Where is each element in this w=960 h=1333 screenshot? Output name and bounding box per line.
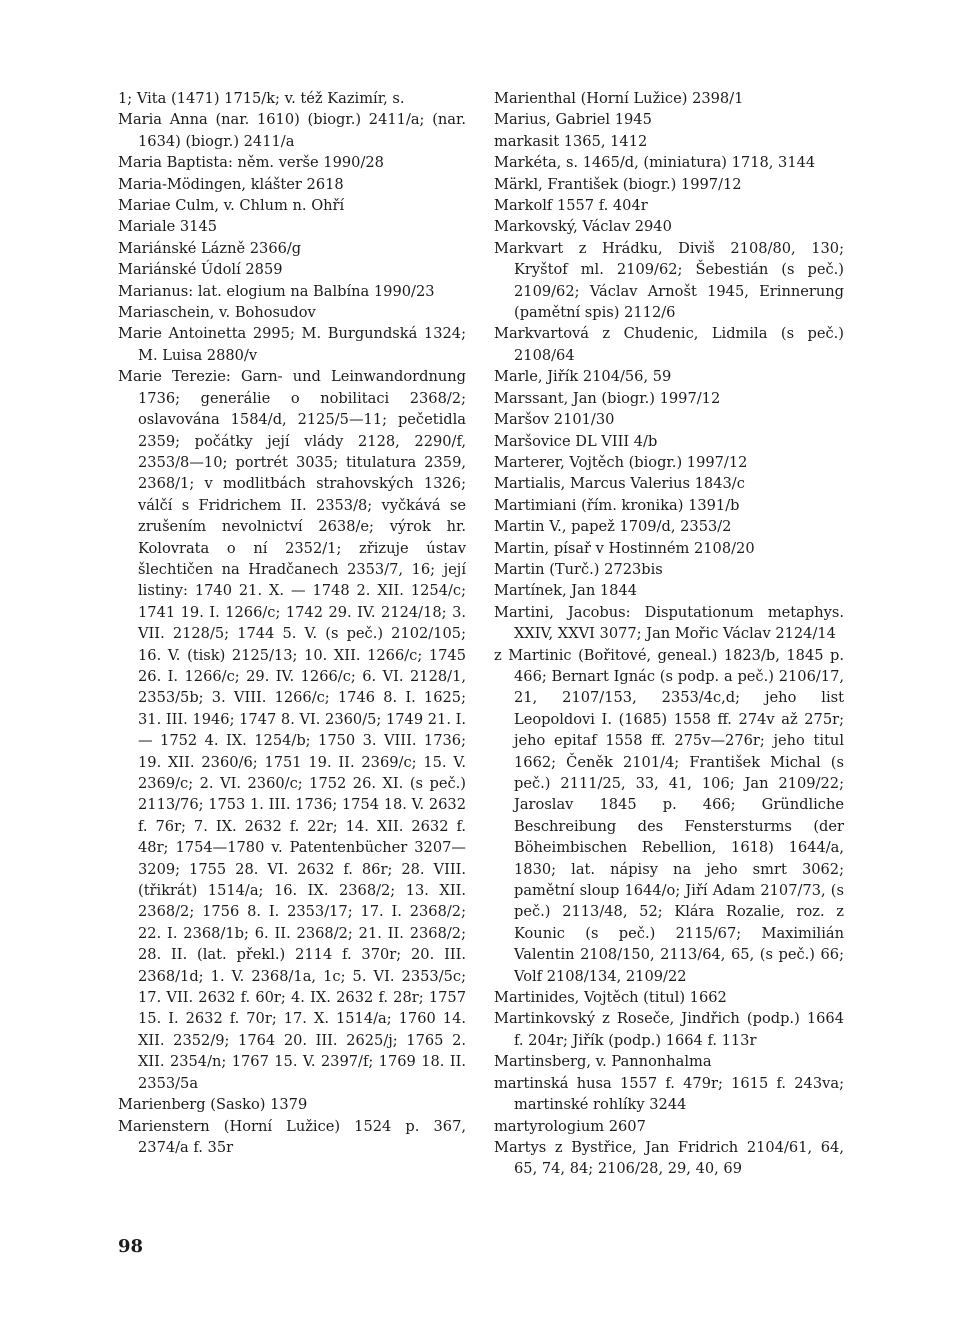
page-number: 98	[118, 1236, 144, 1257]
index-entry: Martínek, Jan 1844	[494, 582, 638, 600]
index-column-left	[118, 88, 466, 1158]
index-entry: Marienstern (Horní Lužice) 1524 p. 367, 2374/a f. 35r	[118, 1117, 466, 1156]
index-entry: markasit 1365, 1412	[494, 132, 648, 150]
index-entry: 1; Vita (1471) 1715/k; v. též Kazimír, s.	[118, 90, 405, 107]
index-entry: Maršovice DL VIII 4/b	[494, 432, 658, 450]
index-entry: Marianus: lat. elogium na Balbína 1990/23	[118, 282, 435, 300]
index-entry-marie-terezie: Marie Terezie: Garn- und Leinwandordnung 1736; generálie o nobilitaci 2368/2; oslavována 1584/d, 2125/5—11; pečetidla 2359; počátky její vlády 2128, 2290/f, 2353/8—10; portrét 3035; titulatura 2359, 2368/1; v modlitbách strahovských 1326; válčí s Fridrichem II. 2353/8; vyčkává se zrušením nevolnictví 2638/e; výrok hr. Kolovrata o ní 2352/1; zřizuje ústav šlechtičen na Hradčanech 2353/7, 16; její listiny: 1740 21. X. — 1748 2. XII. 1254/c; 1741 19. I. 1266/c; 1742 29. IV. 2124/18; 3. VII. 2128/5; 1744 5. V. (s peč.) 2102/105; 16. V. (tisk) 2125/13; 10. XII. 1266/c; 1745 26. I. 1266/c; 29. IV. 1266/c; 6. VI. 2128/1, 2353/5b; 3. VIII. 1266/c; 1746 8. I. 1625; 31. III. 1946; 1747 8. VI. 2360/5; 1749 21. I. — 1752 4. IX. 1254/b; 1750 3. VIII. 1736; 19. XII. 2360/6; 1751 19. II. 2369/c; 15. V. 2369/c; 2. VI. 2360/c; 1752 26. XI. (s peč.) 2113/76; 1753 1. III. 1736; 1754 18. V. 2632 f. 76r; 7. IX. 2632 f. 22r; 14. XII. 2632 f. 48r; 1754—1780 v. Patentenbücher 3207—3209; 1755 28. VI. 2632 f. 86r; 28. VIII. (třikrát) 1514/a; 16. IX. 2368/2; 13. XII. 2368/2; 1756 8. I. 2353/17; 17. I. 2368/2; 22. I. 2368/1b; 6. II. 2368/2; 21. II. 2368/2; 28. II. (lat. překl.) 2114 f. 370r; 20. III. 2368/1d; 1. V. 2368/1a, 1c; 5. VI. 2353/5c; 17. VII. 2632 f. 60r; 4. IX. 2632 f. 28r; 1757 15. I. 2632 f. 70r; 17. X. 1514/a; 1760 14. XII. 2352/9; 1764 20. III. 2625/j; 1765 2. XII. 2354/n; 1767 15. V. 2397/f; 1769 18. II. 2353/5a	[118, 368, 466, 1092]
index-entry: Markéta, s. 1465/d, (miniatura) 1718, 3144	[494, 154, 816, 172]
index-entry: Martinides, Vojtěch (titul) 1662	[494, 989, 727, 1007]
index-entry: Maria Anna (nar. 1610) (biogr.) 2411/a; (nar. 1634) (biogr.) 2411/a	[118, 111, 466, 150]
index-entry: Maria-Mödingen, klášter 2618	[118, 175, 344, 193]
index-entry: Martin, písař v Hostinném 2108/20	[494, 539, 755, 557]
index-entry: Marie Antoinetta 2995; M. Burgundská 1324; M. Luisa 2880/v	[118, 325, 466, 364]
index-entry: Martys z Bystřice, Jan Fridrich 2104/61, 64, 65, 74, 84; 2106/28, 29, 40, 69	[494, 1138, 844, 1178]
index-entry: Martimiani (řím. kronika) 1391/b	[494, 496, 740, 514]
index-entry: Markovský, Václav 2940	[494, 218, 672, 236]
index-column-right	[494, 88, 844, 1180]
index-entry: Mariánské Údolí 2859	[118, 261, 283, 279]
index-entry: Marius, Gabriel 1945	[494, 111, 652, 129]
index-entry: Marienthal (Horní Lužice) 2398/1	[494, 90, 744, 107]
index-entry: Martin (Turč.) 2723bis	[494, 560, 663, 578]
index-entry: Martinkovský z Roseče, Jindřich (podp.) 1664 f. 204r; Jiřík (podp.) 1664 f. 113r	[494, 1010, 844, 1049]
index-entry: Marienberg (Sasko) 1379	[118, 1096, 308, 1114]
index-entry: Marterer, Vojtěch (biogr.) 1997/12	[494, 453, 748, 471]
index-entry: Markolf 1557 f. 404r	[494, 197, 648, 215]
index-entry: Martialis, Marcus Valerius 1843/c	[494, 475, 745, 493]
index-entry: Märkl, František (biogr.) 1997/12	[494, 175, 742, 193]
index-entry: Maršov 2101/30	[494, 411, 615, 429]
index-entry: Marssant, Jan (biogr.) 1997/12	[494, 389, 721, 407]
index-entry: Maria Baptista: něm. verše 1990/28	[118, 154, 384, 172]
index-entry: Mariale 3145	[118, 218, 218, 236]
index-entry: Marle, Jiřík 2104/56, 59	[494, 368, 672, 386]
index-entry: Markvartová z Chudenic, Lidmila (s peč.) 2108/64	[494, 325, 844, 364]
index-entry: Martinsberg, v. Pannonhalma	[494, 1053, 712, 1071]
index-entry-z-martinic: z Martinic (Bořitové, geneal.) 1823/b, 1845 p. 466; Bernart Ignác (s podp. a peč.) 2106/17, 21, 2107/153, 2353/4c,d; jeho list Leopoldovi I. (1685) 1558 ff. 274v až 275r; jeho epitaf 1558 ff. 275v—276r; jeho titul 1662; Čeněk 2101/4; František Michal (s peč.) 2111/25, 33, 41, 106; Jan 2109/22; Jaroslav 1845 p. 466; Gründliche Beschreibung des Fenstersturms (der Böheimbischen Rebellion, 1618) 1644/a, 1830; lat. nápisy na jeho smrt 3062; pamětní sloup 1644/o; Jiří Adam 2107/73, (s peč.) 2113/48, 52; Klára Rozalie, roz. z Kounic (s peč.) 2115/67; Maximilián Valentin 2108/150, 2113/64, 65, (s peč.) 66; Volf 2108/134, 2109/22	[494, 646, 844, 985]
index-entry: Mariae Culm, v. Chlum n. Ohří	[118, 197, 345, 215]
index-entry: Markvart z Hrádku, Diviš 2108/80, 130; Kryštof ml. 2109/62; Šebestián (s peč.) 2109/62; Václav Arnošt 1945, Erinnerung (pamětní spis) 2112/6	[494, 239, 844, 322]
index-entry: Martini, Jacobus: Disputationum metaphys. XXIV, XXVI 3077; Jan Mořic Václav 2124/14	[494, 603, 844, 643]
index-entry: Mariánské Lázně 2366/g	[118, 239, 302, 257]
index-entry: Mariaschein, v. Bohosudov	[118, 304, 316, 322]
index-entry: Martin V., papež 1709/d, 2353/2	[494, 518, 732, 536]
index-entry: martinská husa 1557 f. 479r; 1615 f. 243va; martinské rohlíky 3244	[494, 1074, 844, 1114]
index-entry: martyrologium 2607	[494, 1117, 646, 1135]
